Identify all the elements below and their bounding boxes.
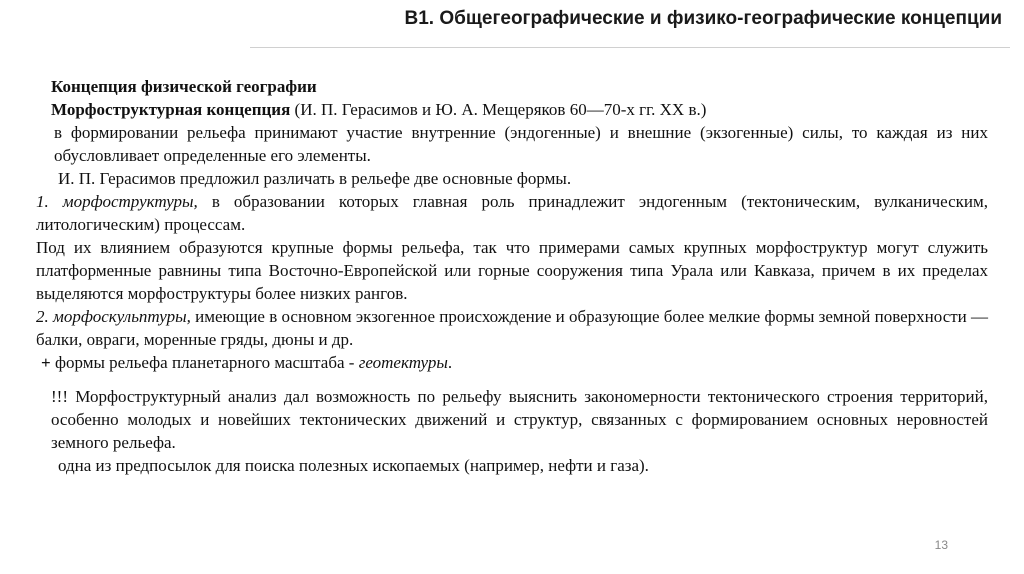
text-morphostructures: в образовании которых главная роль принадлежит эндогенным (тектоническим, вулканическим, литологическим) процессам. <box>36 192 988 234</box>
list-item-morphostructures <box>36 190 988 236</box>
plus-line <box>36 351 988 374</box>
page-number: 13 <box>934 538 948 552</box>
concept-heading: Концепция физической географии <box>51 77 317 96</box>
list-item-morphosculptures <box>36 305 988 351</box>
slide-title: В1. Общегеографические и физико-географические концепции <box>404 8 1002 29</box>
plus-sign: + <box>41 353 51 372</box>
concept-line <box>36 98 988 121</box>
paragraph-minerals: одна из предпосылок для поиска полезных ископаемых (например, нефти и газа). <box>58 456 649 475</box>
paragraph-analysis: !!! Морфоструктурный анализ дал возможность по рельефу выяснить закономерности тектонического строения территорий, особенно молодых и новейших тектонических движений и структур, связанных с формированием основных неровностей земного рельефа. <box>51 387 988 452</box>
paragraph-gerasimov: И. П. Герасимов предложил различать в рельефе две основные формы. <box>58 169 572 188</box>
slide-content <box>36 75 988 477</box>
plus-end: . <box>447 353 453 372</box>
term-morphosculptures: 2. морфоскульптуры, <box>36 307 191 326</box>
text-morphosculptures: имеющие в основном экзогенное происхождение и образующие более мелкие формы земной поверхности — балки, овраги, моренные гряды, дюны и др. <box>36 307 989 349</box>
term-geotectures: геотектуры <box>358 353 448 372</box>
concept-authors: (И. П. Герасимов и Ю. А. Мещеряков 60—70-х гг. XX в.) <box>290 100 707 119</box>
paragraph-influence: Под их влиянием образуются крупные формы рельефа, так что примерами самых крупных морфоструктур могут служить платформенные равнины типа Восточно-Европейской или горные сооружения типа Урала или Кавказа, причем в их пределах выделяются морфоструктуры более низких рангов. <box>36 238 988 303</box>
title-divider <box>250 47 1010 48</box>
concept-name: Морфоструктурная концепция <box>51 100 291 119</box>
plus-text: формы рельефа планетарного масштаба - <box>50 353 359 372</box>
term-morphostructures: 1. морфоструктуры, <box>36 192 198 211</box>
paragraph-forces: в формировании рельефа принимают участие внутренние (эндогенные) и внешние (экзогенные) силы, то каждая из них обусловливает определенные его элементы. <box>54 123 988 165</box>
